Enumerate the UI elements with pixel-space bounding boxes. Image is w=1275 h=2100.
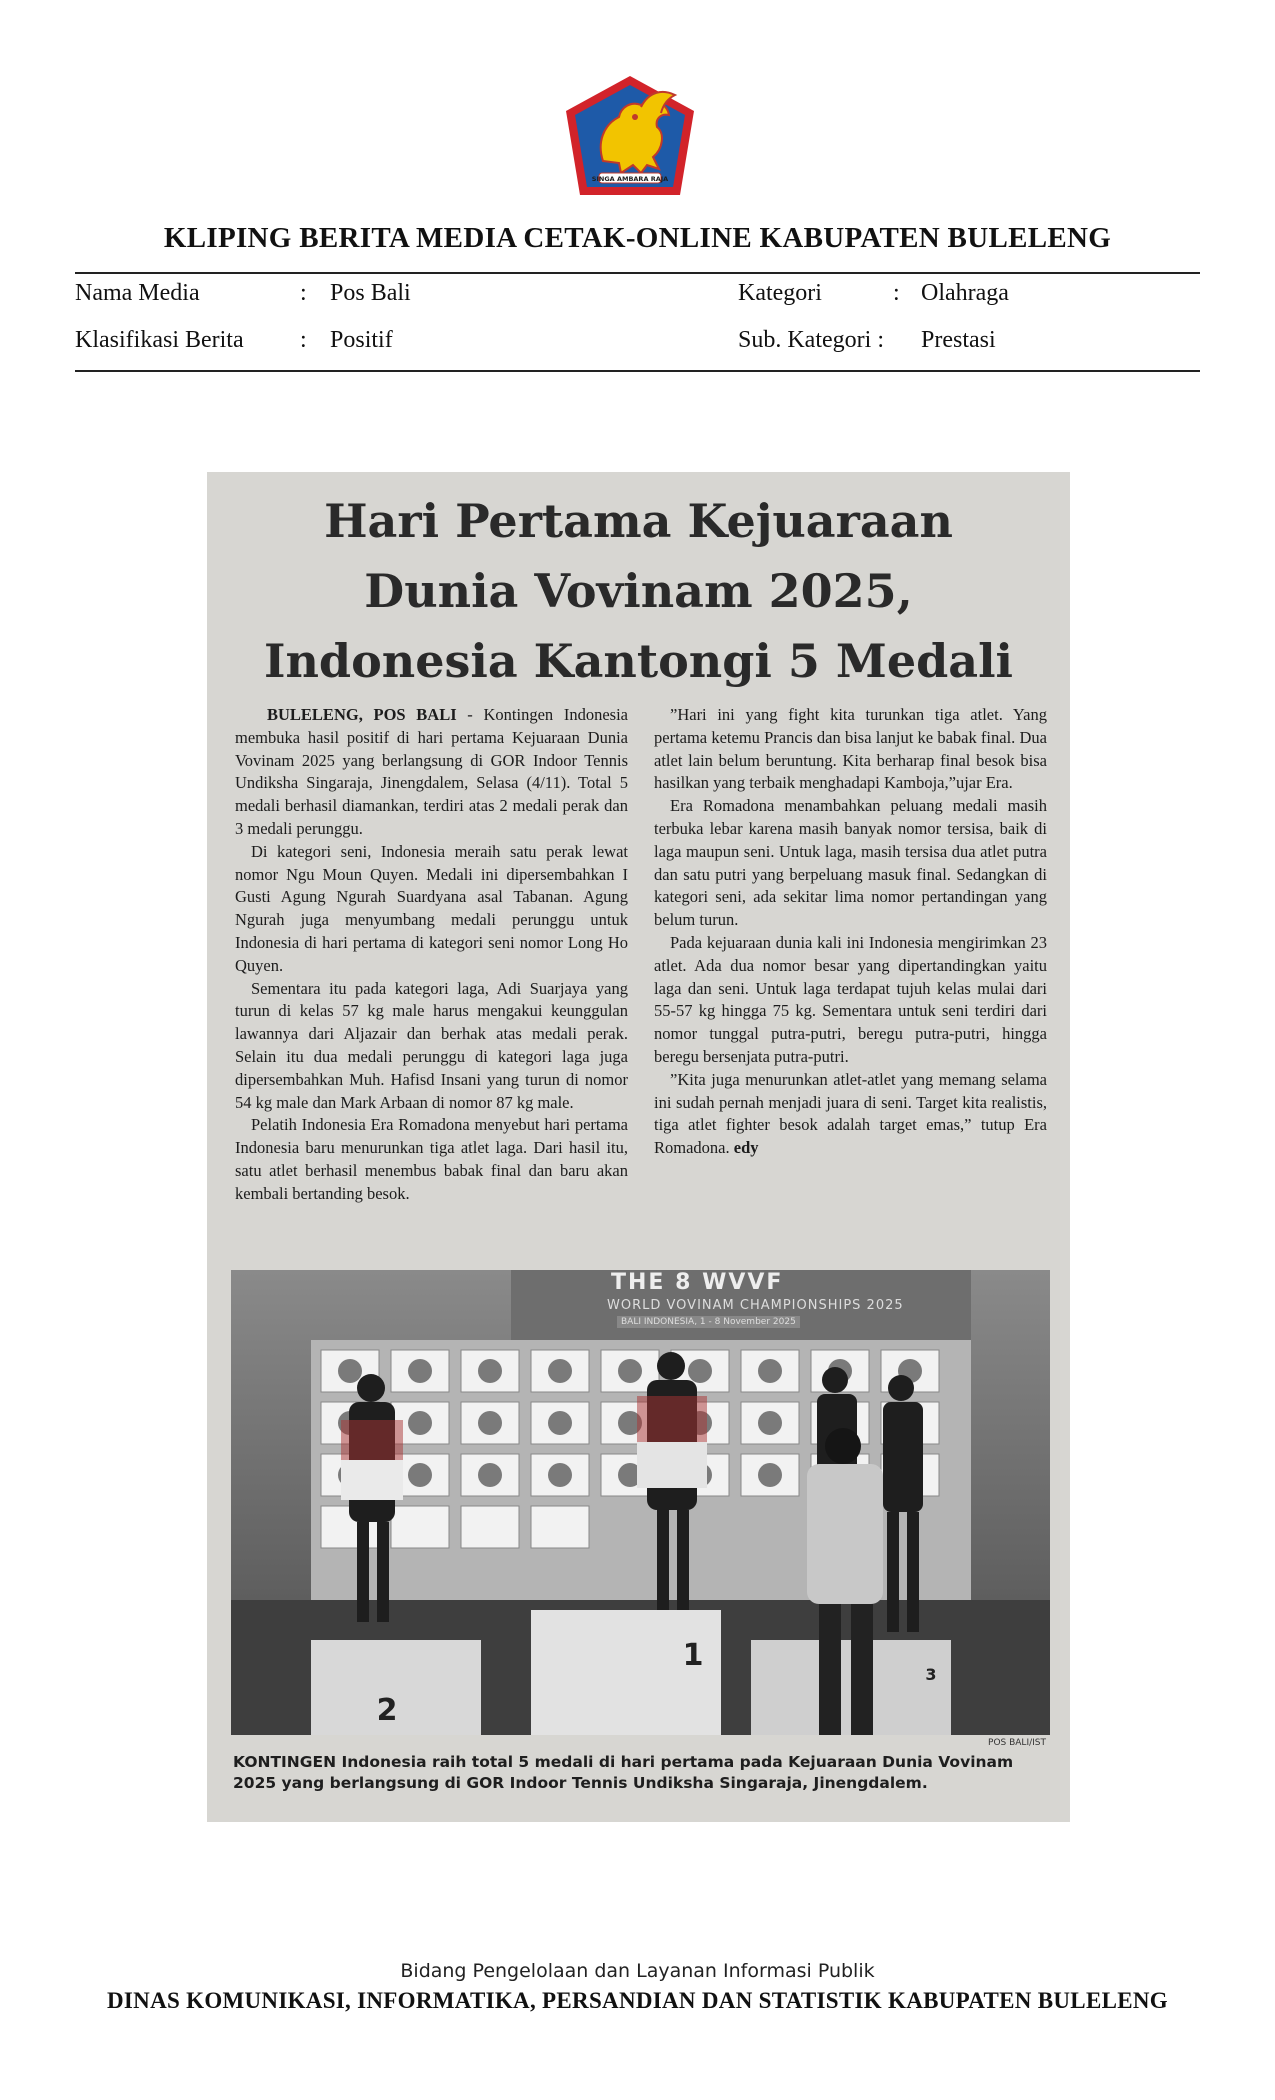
article-paragraph: BULELENG, POS BALI - Kontingen Indonesia membuka hasil positif di hari pertama Kejuaraan Dunia Vovinam 2025 yang berlangsung di GOR Indoor Tennis Undiksha Singaraja, Jinengdalem, Selasa (4/11). Total 5 medali berhasil diamankan, terdiri atas 2 medali perak dan 3 medali perunggu. (235, 705, 628, 838)
nama-media-label: Nama Media (75, 280, 200, 306)
championship-banner-subtitle: WORLD VOVINAM CHAMPIONSHIPS 2025 (607, 1298, 904, 1313)
header-rule-top (75, 272, 1200, 274)
headline-line-2: Dunia Vovinam 2025, (364, 564, 913, 618)
buleleng-crest-logo (563, 73, 697, 198)
article-paragraph: Era Romadona menambahkan peluang medali masih terbuka lebar karena masih banyak nomor tersisa, baik di laga maupun seni. Untuk laga, masih tersisa dua atlet putra dan satu putri yang berpeluang masuk final. Sedangkan di kategori seni, ada sekitar lima nomor pertandingan yang belum turun. (654, 796, 1047, 930)
article-paragraph: ”Hari ini yang fight kita turunkan tiga atlet. Yang pertama ketemu Prancis dan bisa lanjut ke babak final. Dua atlet lain belum beruntung. Kita berharap final besok bisa hasilkan yang terbaik menghadapi Kamboja,”ujar Era. (654, 705, 1047, 793)
article-paragraph: Pada kejuaraan dunia kali ini Indonesia mengirimkan 23 atlet. Ada dua nomor besar yang dipertandingkan yaitu laga dan seni. Untuk laga terdapat tujuh kelas mulai dari 55-57 kg hingga 75 kg. Sementara untuk seni terdiri dari nomor tunggal putra-putri, beregu putra-putri, hingga beregu bersenjata putra-putri. (654, 932, 1047, 1066)
championship-banner-title: THE 8 WVVF (611, 1270, 784, 1295)
kategori-value: Olahraga (921, 280, 1009, 306)
nama-media-colon: : (300, 280, 307, 306)
podium-number-2: 2 (376, 1693, 398, 1728)
photo-caption: KONTINGEN Indonesia raih total 5 medali di hari pertama pada Kejuaraan Dunia Vovinam 2025 yang berlangsung di GOR Indoor Tennis Undiksha Singaraja, Jinengdalem. (233, 1753, 1014, 1792)
logo-motto: SINGA AMBARA RAJA (591, 175, 669, 183)
photo-credit: POS BALI/IST (988, 1738, 1046, 1748)
clipping-title: KLIPING BERITA MEDIA CETAK-ONLINE KABUPATEN BULELENG (163, 222, 1112, 254)
footer-agency: DINAS KOMUNIKASI, INFORMATIKA, PERSANDIAN DAN STATISTIK KABUPATEN BULELENG (107, 1988, 1168, 2013)
article-signature: edy (733, 1138, 759, 1158)
klasifikasi-value: Positif (330, 327, 393, 353)
headline-line-3: Indonesia Kantongi 5 Medali (263, 634, 1014, 688)
header-rule-bottom (75, 370, 1200, 372)
article-paragraph: Di kategori seni, Indonesia meraih satu perak lewat nomor Ngu Moun Quyen. Medali ini dipersembahkan I Gusti Agung Ngurah Suardyana asal Tabanan. Agung Ngurah juga menyumbang medali perunggu untuk Indonesia di hari pertama di kategori seni nomor Long Ho Quyen. (235, 841, 628, 975)
article-headline (207, 486, 1070, 696)
article-column-left (235, 704, 628, 1206)
newspaper-clipping (207, 472, 1070, 1822)
podium-number-1: 1 (682, 1638, 704, 1673)
podium-photo (231, 1270, 1050, 1735)
championship-banner-dates: BALI INDONESIA, 1 - 8 November 2025 (617, 1316, 800, 1328)
klasifikasi-colon: : (300, 327, 307, 353)
sub-kategori-value: Prestasi (921, 327, 996, 353)
headline-line-1: Hari Pertama Kejuaraan (324, 494, 953, 548)
article-column-right (654, 704, 1047, 1160)
kategori-label: Kategori (738, 280, 822, 306)
article-paragraph: Pelatih Indonesia Era Romadona menyebut hari pertama Indonesia baru menurunkan tiga atlet laga. Dari hasil itu, satu atlet berhasil menembus babak final dan baru akan kembali bertanding besok. (235, 1115, 628, 1203)
klasifikasi-label: Klasifikasi Berita (75, 327, 244, 353)
kategori-colon: : (893, 280, 900, 306)
nama-media-value: Pos Bali (330, 280, 411, 306)
article-paragraph: Sementara itu pada kategori laga, Adi Suarjaya yang turun di kelas 57 kg male harus mengakui keunggulan lawannya dari Aljazair dan berhak atas medali perak. Selain itu dua medali perunggu di kategori laga juga dipersembahkan Muh. Hafisd Insani yang turun di nomor 54 kg male dan Mark Arbaan di nomor 87 kg male. (235, 978, 628, 1112)
article-paragraph: ”Kita juga menurunkan atlet-atlet yang memang selama ini sudah pernah menjadi juara di seni. Target kita realistis, tiga atlet fighter besok adalah target emas,” tutup Era Romadona. edy (654, 1069, 1047, 1158)
podium-number-3: 3 (925, 1665, 937, 1684)
footer-division: Bidang Pengelolaan dan Layanan Informasi Publik (400, 1960, 875, 1982)
article-dateline: BULELENG, POS BALI (267, 705, 457, 724)
podium-photo-scene (231, 1270, 1050, 1735)
sub-kategori-label: Sub. Kategori : (738, 327, 884, 353)
